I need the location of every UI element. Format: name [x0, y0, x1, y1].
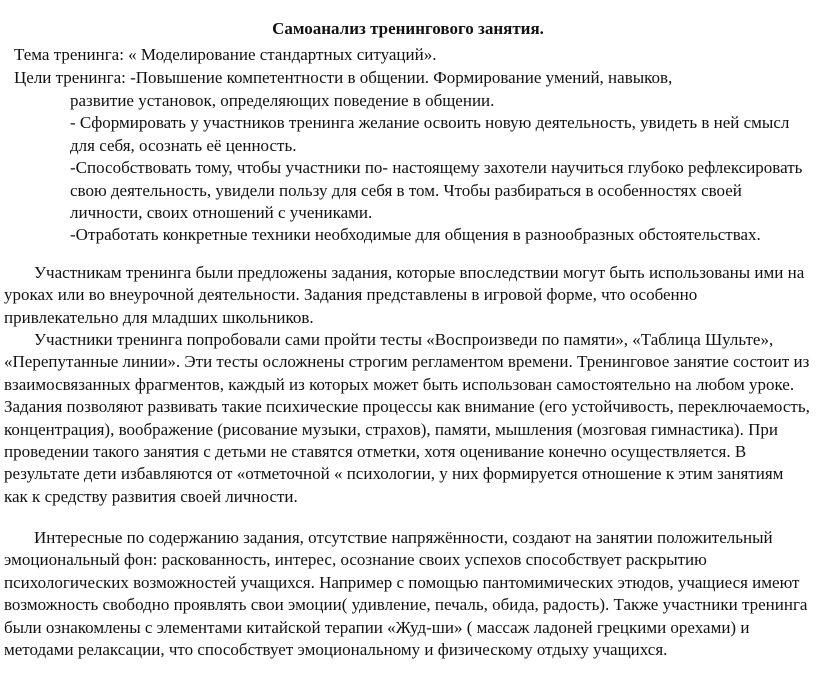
- paragraph-tests: Участники тренинга попробовали сами пройти тесты «Воспроизведи по памяти», «Таблица Шульте», «Перепутанные линии». Эти тесты осложнены строгим регламентом времени. Тренинговое занятие состоит из взаимосвязанных фрагментов, каждый из которых может быть использован самостоятельно на любом уроке. Задания позволяют развивать такие психические процессы как внимание (его устойчивость, переключаемость, концентрация), воображение (рисование музыки, страхов), памяти, мышления (мозговая гимнастика). При проведении такого занятия с детьми не ставятся отметки, хотя оценивание конечно осуществляется. В результате дети избавляются от «отметочной « психологии, у них формируется отношение к этим занятиям как к средству развития своей личности.: [4, 330, 810, 506]
- paragraph-emotional-background: Интересные по содержанию задания, отсутствие напряжённости, создают на занятии положительный эмоциональный фон: раскованность, интерес, осознание своих успехов способствует раскрытию психологических возможностей учащихся. Например с помощью пантомимических этюдов, учащиеся имеют возможность свободно проявлять свои эмоции( удивление, печаль, обида, радость). Также участники тренинга были ознакомлены с элементами китайской терапии «Жуд-ши» ( массаж ладоней грецкими орехами) и методами релаксации, что способствует эмоциональному и физическому отдыху учащихся.: [4, 528, 808, 660]
- paragraph-assignments: Участникам тренинга были предложены задания, которые впоследствии могут быть использованы ими на уроках или во внеурочной деятельности. Задания представлены в игровой форме, что особенно привлекательно для младших школьников.: [4, 263, 805, 327]
- goals-list: [70, 90, 805, 247]
- training-topic: Тема тренинга: « Моделирование стандартных ситуаций».: [14, 45, 437, 64]
- goal-item: - Сформировать у участников тренинга желание освоить новую деятельность, увидеть в ней смысл для себя, осознать её ценность.: [70, 113, 790, 155]
- document-title: Самоанализ тренингового занятия.: [272, 19, 544, 38]
- goal-item: -Способствовать тому, чтобы участники по- настоящему захотели научиться глубоко рефлексировать свою деятельность, увидели пользу для себя в том. Чтобы разбираться в особенностях своей личности, своих отношений с учениками.: [70, 158, 803, 223]
- goal-item: -Отработать конкретные техники необходимые для общения в разнообразных обстоятельствах.: [70, 225, 761, 245]
- goal-item: развитие установок, определяющих поведение в общении.: [70, 91, 495, 110]
- training-goals-label: Цели тренинга: -Повышение компетентности в общении. Формирование умений, навыков,: [14, 68, 673, 87]
